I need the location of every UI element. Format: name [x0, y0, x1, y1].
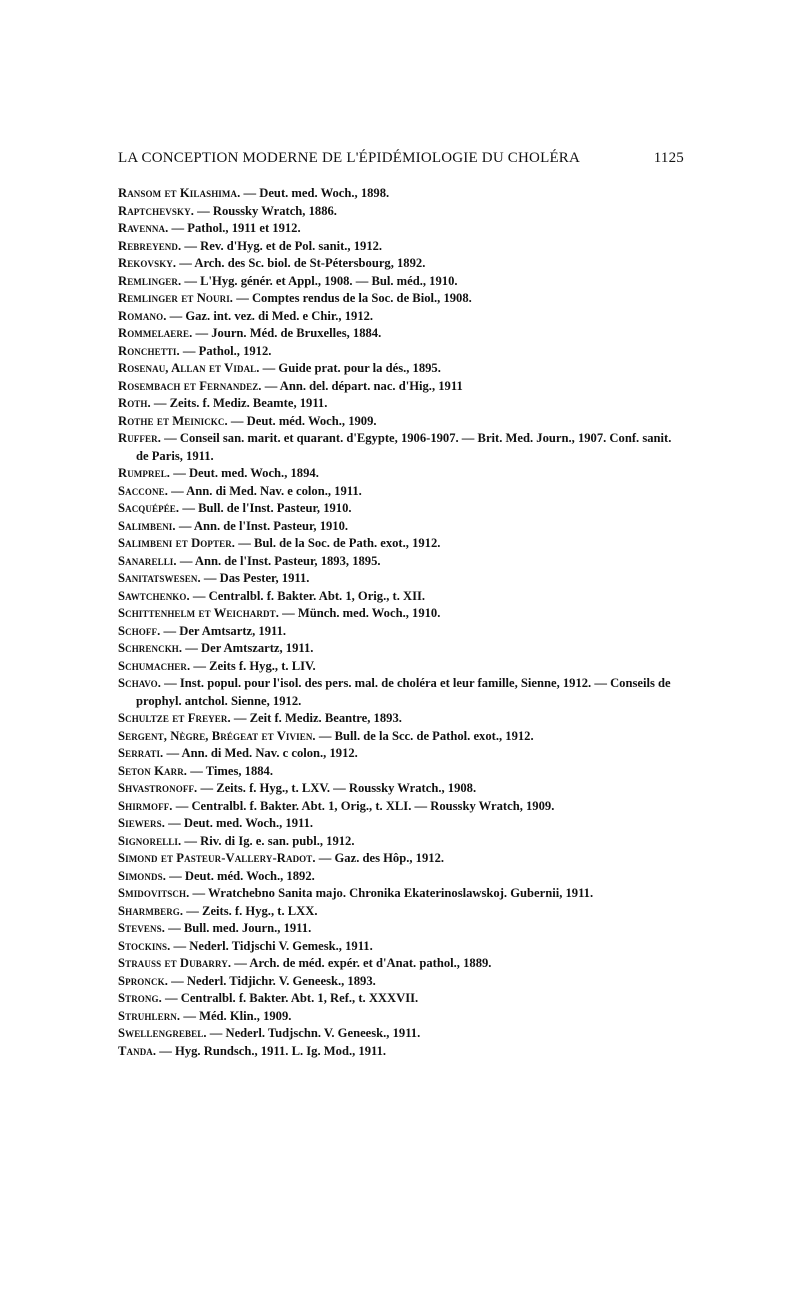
entry-reference: — Zeits. f. Mediz. Beamte, 1911.: [150, 396, 328, 410]
bibliography-entry: [118, 553, 684, 571]
entry-author: Rumprel.: [118, 466, 171, 480]
entry-reference: — Hyg. Rundsch., 1911. L. Ig. Mod., 1911.: [156, 1043, 387, 1058]
entry-reference: — Pathol., 1912.: [179, 343, 272, 358]
book-page: [118, 150, 684, 1060]
entry-author: Schumacher.: [118, 658, 191, 673]
bibliography-entry: [118, 308, 684, 326]
entry-reference: — Bull. med. Journ., 1911.: [164, 921, 312, 935]
bibliography-entry: [118, 640, 684, 658]
entry-author: Ravenna.: [118, 221, 169, 235]
bibliography-entry: [118, 465, 684, 483]
entry-author: Spronck.: [118, 973, 168, 988]
bibliography-entry: [118, 938, 684, 956]
entry-reference: — Gaz. int. vez. di Med. e Chir., 1912.: [166, 308, 374, 323]
bibliography-entry: [118, 1008, 684, 1026]
entry-reference: — Zeit f. Mediz. Beantre, 1893.: [230, 711, 402, 725]
entry-author: Struhlern.: [118, 1008, 181, 1023]
bibliography-entry: [118, 500, 684, 518]
entry-reference: — Arch. de méd. expér. et d'Anat. pathol., 1889.: [231, 956, 492, 970]
bibliography-entry: [118, 238, 684, 256]
entry-reference: — Gaz. des Hôp., 1912.: [315, 851, 445, 865]
bibliography-entry: [118, 273, 684, 291]
bibliography-entry: [118, 833, 684, 851]
entry-reference: — Das Pester, 1911.: [200, 571, 310, 585]
bibliography-entry: [118, 255, 684, 273]
bibliography-entry: [118, 675, 684, 710]
entry-author: Salimbeni et Dopter.: [118, 536, 236, 550]
entry-author: Simonds.: [118, 868, 166, 883]
bibliography-entry: [118, 1025, 684, 1043]
entry-reference: — Guide prat. pour la dés., 1895.: [259, 361, 441, 375]
entry-reference: — Zeits. f. Hyg., t. LXV. — Roussky Wratch., 1908.: [197, 781, 477, 795]
entry-reference: — Pathol., 1911 et 1912.: [168, 221, 301, 235]
bibliography-entry: [118, 780, 684, 798]
entry-author: Rekovsky.: [118, 256, 177, 270]
entry-author: Ronchetti.: [118, 343, 180, 358]
bibliography-entry: [118, 203, 684, 221]
entry-reference: — Deut. med. Woch., 1898.: [240, 186, 390, 200]
bibliography-entry: [118, 395, 684, 413]
entry-author: Siewers.: [118, 816, 165, 830]
entry-author: Romano.: [118, 308, 167, 323]
bibliography-entry: [118, 360, 684, 378]
entry-reference: — Arch. des Sc. biol. de St-Pétersbourg, 1892.: [176, 256, 426, 270]
entry-author: Signorelli.: [118, 833, 182, 848]
bibliography-entry: [118, 185, 684, 203]
bibliography-entry: [118, 990, 684, 1008]
bibliography-entry: [118, 868, 684, 886]
entry-reference: — Deut. med. Woch., 1894.: [170, 466, 319, 480]
entry-reference: — Centralbl. f. Bakter. Abt. 1, Orig., t. XII.: [189, 588, 426, 603]
bibliography-entry: [118, 588, 684, 606]
entry-reference: — Ann. de l'Inst. Pasteur, 1910.: [175, 518, 349, 533]
bibliography-entry: [118, 658, 684, 676]
entry-reference: — Bull. de la Scc. de Pathol. exot., 1912.: [315, 728, 534, 743]
entry-author: Schavo.: [118, 676, 162, 690]
entry-author: Ruffer.: [118, 431, 161, 445]
running-head: [118, 150, 684, 167]
bibliography-entry: [118, 850, 684, 868]
entry-reference: — Der Amtsartz, 1911.: [160, 623, 287, 638]
chapter-title: LA CONCEPTION MODERNE DE L'ÉPIDÉMIOLOGIE DU CHOLÉRA: [118, 150, 581, 166]
page-number: 1125: [653, 150, 684, 166]
bibliography-entry: [118, 885, 684, 903]
entry-author: Remlinger.: [118, 273, 182, 288]
entry-author: Schittenhelm et Weichardt.: [118, 606, 279, 620]
entry-author: Raptchevsky.: [118, 203, 194, 218]
bibliography-entry: [118, 815, 684, 833]
entry-author: Stockins.: [118, 938, 171, 953]
entry-reference: — Deut. méd. Woch., 1892.: [165, 868, 315, 883]
entry-reference: — Deut. méd. Woch., 1909.: [227, 413, 377, 428]
entry-reference: — Méd. Klin., 1909.: [180, 1008, 292, 1023]
entry-reference: — Nederl. Tidjichr. V. Geneesk., 1893.: [167, 973, 376, 988]
bibliography-entry: [118, 518, 684, 536]
bibliography-entry: [118, 378, 684, 396]
entry-reference: — Centralbl. f. Bakter. Abt. 1, Ref., t. XXXVII.: [161, 991, 419, 1005]
entry-reference: — Times, 1884.: [187, 763, 273, 778]
bibliography-entry: [118, 1043, 684, 1061]
entry-author: Shvastronoff.: [118, 781, 198, 795]
entry-reference: — Rev. d'Hyg. et de Pol. sanit., 1912.: [181, 238, 383, 253]
bibliography-entry: [118, 798, 684, 816]
entry-reference: — Ann. del. départ. nac. d'Hig., 1911: [261, 378, 463, 393]
entry-author: Ransom et Kilashima.: [118, 186, 241, 200]
entry-author: Roth.: [118, 396, 151, 410]
entry-reference: — Deut. med. Woch., 1911.: [164, 816, 314, 830]
entry-author: Sanitatswesen.: [118, 571, 201, 585]
bibliography-entry: [118, 483, 684, 501]
entry-reference: — Ann. di Med. Nav. e colon., 1911.: [167, 483, 362, 498]
bibliography-entry: [118, 535, 684, 553]
entry-reference: — Inst. popul. pour l'isol. des pers. mal. de choléra et leur famille, Sienne, 1912. — Conseils de prophyl. antchol. Sienne, 1912.: [136, 676, 671, 708]
entry-author: Schultze et Freyer.: [118, 711, 231, 725]
entry-author: Sanarelli.: [118, 553, 177, 568]
entry-reference: — Ann. di Med. Nav. c colon., 1912.: [163, 746, 358, 760]
entry-author: Rebreyend.: [118, 238, 182, 253]
entry-reference: — Comptes rendus de la Soc. de Biol., 1908.: [233, 291, 472, 305]
entry-reference: — Ann. de l'Inst. Pasteur, 1893, 1895.: [176, 553, 381, 568]
entry-author: Salimbeni.: [118, 518, 176, 533]
bibliography-entry: [118, 325, 684, 343]
bibliography-entry: [118, 413, 684, 431]
entry-reference: — Roussky Wratch, 1886.: [193, 203, 337, 218]
entry-author: Sergent, Nègre, Brégeat et Vivien.: [118, 728, 316, 743]
bibliography-entry: [118, 903, 684, 921]
bibliography-entry: [118, 430, 684, 465]
entry-author: Saccone.: [118, 483, 168, 498]
bibliography-entry: [118, 728, 684, 746]
entry-reference: — Der Amtszartz, 1911.: [182, 641, 314, 655]
entry-reference: — L'Hyg. génér. et Appl., 1908. — Bul. méd., 1910.: [181, 273, 458, 288]
entry-author: Remlinger et Nouri.: [118, 291, 234, 305]
entry-reference: — Bull. de l'Inst. Pasteur, 1910.: [179, 501, 352, 515]
entry-author: Simond et Pasteur-Vallery-Radot.: [118, 851, 316, 865]
bibliography-list: [118, 185, 684, 1060]
entry-author: Sharmberg.: [118, 903, 184, 918]
bibliography-entry: [118, 623, 684, 641]
bibliography-entry: [118, 920, 684, 938]
entry-reference: — Nederl. Tidjschi V. Gemesk., 1911.: [170, 938, 373, 953]
entry-author: Seton Karr.: [118, 763, 188, 778]
entry-reference: — Münch. med. Woch., 1910.: [278, 606, 441, 620]
bibliography-entry: [118, 290, 684, 308]
entry-author: Rothe et Meinickc.: [118, 413, 228, 428]
entry-reference: — Conseil san. marit. et quarant. d'Egypte, 1906-1907. — Brit. Med. Journ., 1907. Conf. sanit. de Paris, 1911.: [136, 431, 672, 463]
entry-author: Schrenckh.: [118, 641, 183, 655]
entry-author: Tanda.: [118, 1043, 157, 1058]
entry-author: Schoff.: [118, 623, 161, 638]
entry-reference: — Centralbl. f. Bakter. Abt. 1, Orig., t. XLI. — Roussky Wratch, 1909.: [172, 798, 555, 813]
entry-author: Stevens.: [118, 921, 165, 935]
bibliography-entry: [118, 745, 684, 763]
entry-author: Rosenau, Allan et Vidal.: [118, 361, 260, 375]
bibliography-entry: [118, 710, 684, 728]
bibliography-entry: [118, 973, 684, 991]
entry-author: Smidovitsch.: [118, 886, 190, 900]
entry-author: Rommelaere.: [118, 326, 193, 340]
entry-author: Sacquépée.: [118, 501, 180, 515]
entry-reference: — Zeits. f. Hyg., t. LXX.: [183, 903, 318, 918]
entry-reference: — Wratchebno Sanita majo. Chronika Ekaterinoslawskoj. Gubernii, 1911.: [189, 886, 594, 900]
bibliography-entry: [118, 570, 684, 588]
entry-author: Sawtchenko.: [118, 588, 190, 603]
entry-author: Shirmoff.: [118, 798, 173, 813]
entry-author: Strong.: [118, 991, 162, 1005]
entry-reference: — Riv. di Ig. e. san. publ., 1912.: [181, 833, 355, 848]
bibliography-entry: [118, 955, 684, 973]
bibliography-entry: [118, 605, 684, 623]
bibliography-entry: [118, 343, 684, 361]
entry-reference: — Journ. Méd. de Bruxelles, 1884.: [192, 326, 382, 340]
entry-author: Serrati.: [118, 746, 164, 760]
bibliography-entry: [118, 763, 684, 781]
entry-author: Swellengrebel.: [118, 1026, 207, 1040]
entry-author: Rosembach et Fernandez.: [118, 378, 262, 393]
bibliography-entry: [118, 220, 684, 238]
entry-author: Strauss et Dubarry.: [118, 956, 232, 970]
entry-reference: — Nederl. Tudjschn. V. Geneesk., 1911.: [206, 1026, 421, 1040]
entry-reference: — Bul. de la Soc. de Path. exot., 1912.: [235, 536, 441, 550]
entry-reference: — Zeits f. Hyg., t. LIV.: [190, 658, 316, 673]
